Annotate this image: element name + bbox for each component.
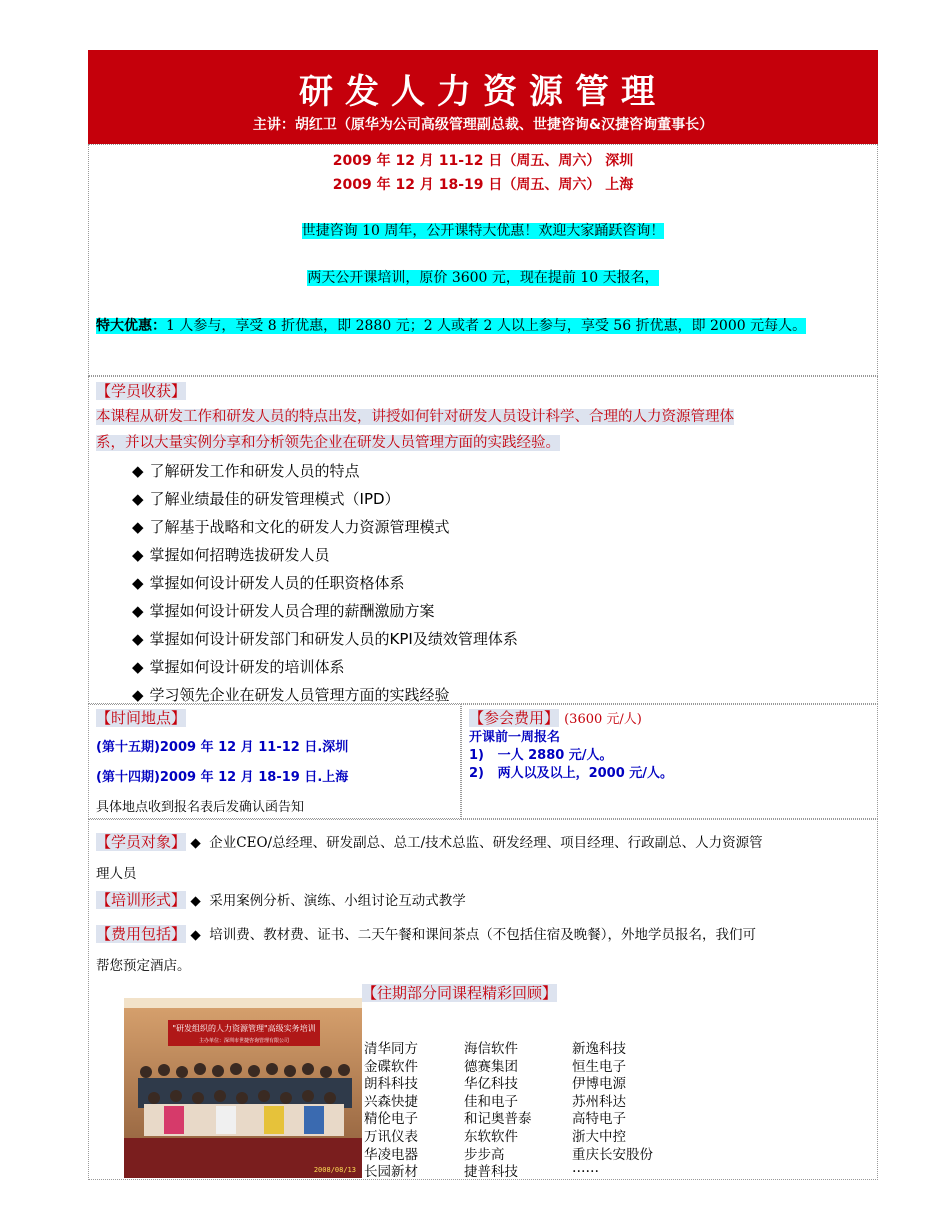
- company-name: 浙大中控: [572, 1129, 626, 1145]
- fee-item-2: 2) 两人以及以上，2000 元/人。: [469, 766, 674, 781]
- diamond-bullet-icon: ◆: [132, 462, 144, 480]
- schedule-shenzhen: 2009 年 12 月 11-12 日（周五、周六） 深圳: [332, 153, 634, 169]
- gains-list-item: ◆ 了解研发工作和研发人员的特点: [132, 462, 360, 480]
- fee-subheading: 开课前一周报名: [469, 730, 561, 745]
- company-name: 苏州科达: [572, 1093, 626, 1110]
- promo-price: 两天公开课培训，原价 3600 元，现在提前 10 天报名，: [307, 270, 659, 286]
- diamond-bullet-icon: ◆: [132, 686, 144, 704]
- company-name: 和记奥普泰: [464, 1111, 532, 1128]
- company-name: 伊博电源: [572, 1076, 626, 1093]
- diamond-bullet-icon: ◆: [132, 546, 144, 564]
- company-name: 华凌电器: [364, 1146, 418, 1163]
- company-name: 新逸科技: [572, 1041, 626, 1057]
- gains-list-item: ◆ 了解基于战略和文化的研发人力资源管理模式: [132, 518, 450, 536]
- page-title: 研发人力资源管理: [299, 72, 667, 112]
- review-heading: 【往期部分同课程精彩回顾】: [362, 984, 558, 1002]
- gains-list-item: ◆ 了解业绩最佳的研发管理模式（IPD）: [132, 490, 400, 508]
- diamond-bullet-icon: ◆: [132, 630, 144, 648]
- diamond-bullet-icon: ◆: [132, 490, 144, 508]
- gains-list-item: ◆ 掌握如何设计研发人员的任职资格体系: [132, 574, 405, 592]
- group-photo: [124, 998, 362, 1178]
- company-name: 德赛集团: [464, 1058, 518, 1075]
- diamond-bullet-icon: ◆: [132, 574, 144, 592]
- header-banner: [88, 50, 878, 144]
- company-name: 重庆长安股份: [572, 1146, 653, 1163]
- fee-includes-block: 【费用包括】 ◆ 培训费、教材费、证书、二天午餐和课间茶点（不包括住宿及晚餐），外地学员报名，我们可 帮您预定酒店。: [96, 925, 757, 974]
- gains-list-item: ◆ 掌握如何设计研发的培训体系: [132, 658, 345, 676]
- photo-date-stamp: 2008/08/13: [313, 1166, 356, 1174]
- promo-special: 特大优惠：1 人参与，享受 8 折优惠，即 2880 元；2 人或者 2 人以上参与，享受 56 折优惠，即 2000 元每人。: [96, 318, 807, 334]
- company-name: 兴森快捷: [364, 1093, 418, 1110]
- company-name: 朗科科技: [364, 1076, 418, 1093]
- audience-block: 【学员对象】 ◆ 企业CEO/总经理、研发副总、总工/技术总监、研发经理、项目经理、行政副总、人力资源管 理人员: [96, 833, 763, 882]
- lecturer-subtitle: 主讲：胡红卫（原华为公司高级管理副总裁、世捷咨询&汉捷咨询董事长）: [252, 117, 714, 133]
- format-block: 【培训形式】 ◆ 采用案例分析、演练、小组讨论互动式教学: [96, 891, 466, 909]
- company-name: 高特电子: [572, 1111, 626, 1128]
- photo-banner-text: "研发组织的人力资源管理"高级实务培训: [172, 1024, 316, 1033]
- gains-heading: 【学员收获】: [96, 382, 187, 400]
- session-shenzhen: (第十五期)2009 年 12 月 11-12 日.深圳: [96, 740, 349, 755]
- location-note: 具体地点收到报名表后发确认函告知: [96, 800, 305, 815]
- company-name: 捷普科技: [464, 1164, 518, 1181]
- brochure-page: [88, 50, 878, 1180]
- time-place-heading: 【时间地点】: [96, 709, 187, 727]
- gains-list-item: ◆ 掌握如何设计研发人员合理的薪酬激励方案: [132, 602, 435, 620]
- schedule-shanghai: 2009 年 12 月 18-19 日（周五、周六） 上海: [332, 177, 634, 193]
- fee-item-1: 1) 一人 2880 元/人。: [469, 748, 613, 763]
- gains-list-item: ◆ 学习领先企业在研发人员管理方面的实践经验: [132, 686, 450, 704]
- gains-intro: 本课程从研发工作和研发人员的特点出发，讲授如何针对研发人员设计科学、合理的人力资源管理体 系，并以大量实例分享和分析领先企业在研发人员管理方面的实践经验。: [96, 409, 734, 451]
- diamond-bullet-icon: ◆: [132, 602, 144, 620]
- fee-price: (3600 元/人): [564, 712, 642, 727]
- promo-anniversary: 世捷咨询 10 周年，公开课特大优惠！欢迎大家踊跃咨询！: [301, 223, 665, 239]
- company-name: 长园新材: [364, 1164, 418, 1181]
- diamond-bullet-icon: ◆: [132, 518, 144, 536]
- group-photo-image: [124, 998, 362, 1178]
- photo-banner-subtext: 主办单位：深圳市世捷咨询管理有限公司: [198, 1038, 290, 1044]
- gains-list-item: ◆ 掌握如何招聘选拔研发人员: [132, 546, 330, 564]
- diamond-bullet-icon: ◆: [132, 658, 144, 676]
- company-name: 东软软件: [464, 1129, 518, 1145]
- company-name: 清华同方: [364, 1041, 418, 1057]
- company-name: 金碟软件: [364, 1058, 418, 1075]
- session-shanghai: (第十四期)2009 年 12 月 18-19 日.上海: [96, 770, 349, 785]
- gains-list-item: ◆ 掌握如何设计研发部门和研发人员的KPI及绩效管理体系: [132, 630, 518, 648]
- company-name: 万讯仪表: [364, 1129, 418, 1145]
- company-name: 佳和电子: [464, 1093, 518, 1110]
- company-name: 恒生电子: [572, 1058, 626, 1075]
- company-name: 海信软件: [464, 1041, 518, 1057]
- company-name: 步步高: [464, 1146, 505, 1163]
- company-name: 华亿科技: [464, 1076, 518, 1093]
- fee-heading-row: 【参会费用】 (3600 元/人): [469, 709, 642, 727]
- company-name: 精伦电子: [364, 1111, 418, 1128]
- company-name: ……: [572, 1160, 599, 1177]
